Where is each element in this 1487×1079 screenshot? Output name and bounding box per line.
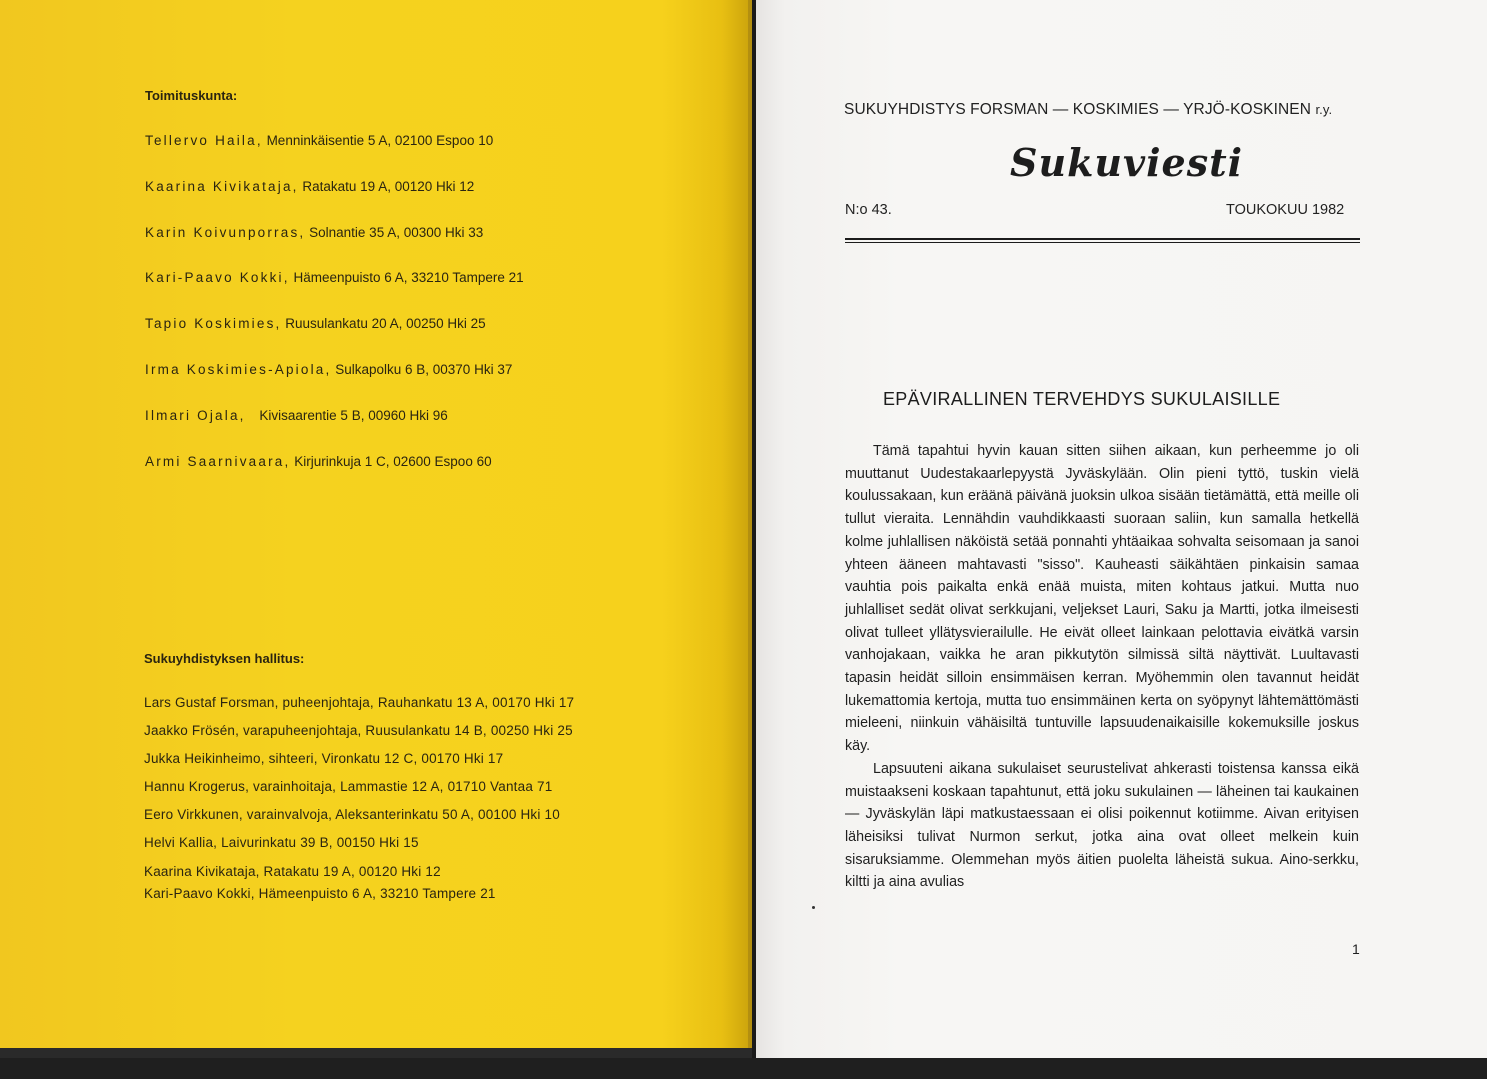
board-member: Lars Gustaf Forsman, puheenjohtaja, Rauhankatu 13 A, 00170 Hki 17 xyxy=(144,695,575,710)
editor-row xyxy=(145,408,448,423)
editors-heading: Toimituskunta: xyxy=(145,88,238,103)
editor-address: Solnantie 35 A, 00300 Hki 33 xyxy=(309,225,484,240)
board-member: Hannu Krogerus, varainhoitaja, Lammastie 12 A, 01710 Vantaa 71 xyxy=(144,779,553,794)
page-crease xyxy=(748,0,752,1048)
editor-row xyxy=(145,225,483,240)
board-member: Jukka Heikinheimo, sihteeri, Vironkatu 12 C, 00170 Hki 17 xyxy=(144,751,504,766)
editor-name: Tapio Koskimies, xyxy=(145,316,282,331)
editor-name: Karin Koivunporras, xyxy=(145,225,306,240)
header-rule-bottom xyxy=(845,242,1360,243)
editor-row xyxy=(145,316,486,331)
article-body xyxy=(845,440,1359,894)
board-heading: Sukuyhdistyksen hallitus: xyxy=(144,651,305,666)
issue-number: N:o 43. xyxy=(845,202,892,218)
editor-address: Menninkäisentie 5 A, 02100 Espoo 10 xyxy=(266,133,494,148)
editor-row xyxy=(145,454,492,469)
article-title: EPÄVIRALLINEN TERVEHDYS SUKULAISILLE xyxy=(883,389,1281,409)
header-rule-top xyxy=(845,238,1360,240)
editor-name: Kari-Paavo Kokki, xyxy=(145,270,290,285)
editor-row xyxy=(145,270,524,285)
editor-name: Armi Saarnivaara, xyxy=(145,454,291,469)
article-paragraph: Tämä tapahtui hyvin kauan sitten siihen aikaan, kun perheemme jo oli muuttanut Uudestakaarlepyystä Jyväskylään. Olin pieni tyttö, tuskin vielä koulussakaan, kun eräänä päivänä juoksin ulkoa sisään tietämättä, että meille oli tullut vieraita. Lennähdin vauhdikkaasti suoraan saliin, kun samalla hetkellä kolme juhlallisen näköistä setää ponnahti yhtäaikaa sohvalta seisomaan ja sanoi yhteen ääneen mahtavasti "sisso". Kauheasti säikähtäen pinkaisin samaa vauhtia pois paikalta enkä enää muista, miten kohtaus jatkui. Mutta nuo juhlalliset sedät olivat serkkujani, veljekset Lauri, Saku ja Martti, jotka ilmeisesti olivat tulleet yllätysvierailulle. He eivät olleet lainkaan pelottavia eivätkä varsin vanhojakaan, vaikka he aran pikkutytön silmissä siltä näyttivät. Luultavasti tapasin heidät silloin ensimmäisen kerran. Myöhemmin olen tavannut heidät lukemattomia kertoja, mutta tuo ensimmäinen kerta on syöpynyt lähtemättömästi mieleeni, niinkuin vähäisiltä tuntuville lapsuudenaikaisille kokemuksille joskus käy. xyxy=(845,443,1359,755)
board-member: Kaarina Kivikataja, Ratakatu 19 A, 00120 Hki 12 xyxy=(144,864,441,879)
association-name xyxy=(844,101,1364,119)
editor-address: Ratakatu 19 A, 00120 Hki 12 xyxy=(302,179,475,194)
board-member: Jaakko Frösén, varapuheenjohtaja, Ruusulankatu 14 B, 00250 Hki 25 xyxy=(144,723,573,738)
association-suffix: r.y. xyxy=(1315,102,1333,117)
board-member: Eero Virkkunen, varainvalvoja, Aleksanterinkatu 50 A, 00100 Hki 10 xyxy=(144,807,560,822)
editor-name: Tellervo Haila, xyxy=(145,133,263,148)
editor-name: Ilmari Ojala, xyxy=(145,408,246,423)
margin-mark xyxy=(812,906,815,909)
editor-row xyxy=(145,179,474,194)
left-page xyxy=(0,0,752,1058)
page-number: 1 xyxy=(1352,941,1360,957)
article-paragraph: Lapsuuteni aikana sukulaiset seurustelivat ahkerasti toistensa kanssa eikä muistaakseni koskaan tapahtunut, että joku sukulainen — läheinen tai kaukainen — Jyväskylän läpi matkustaessaan ei olisi poikennut kotiimme. Aivan erityisen läheisiksi tulivat Nurmon serkut, jotka aina ovat olleet melkein kuin sisaruksiamme. Olemmehan myös äitien puolelta läheistä sukua. Aino-serkku, kiltti ja aina avulias xyxy=(845,760,1359,891)
editor-address: Kirjurinkuja 1 C, 02600 Espoo 60 xyxy=(294,454,492,469)
editor-address: Hämeenpuisto 6 A, 33210 Tampere 21 xyxy=(293,270,524,285)
newsletter-title: Sukuviesti xyxy=(1010,140,1244,185)
editor-row xyxy=(145,133,493,148)
editor-row xyxy=(145,362,512,377)
board-member: Helvi Kallia, Laivurinkatu 39 B, 00150 Hki 15 xyxy=(144,835,419,850)
board-member: Kari-Paavo Kokki, Hämeenpuisto 6 A, 33210 Tampere 21 xyxy=(144,886,496,901)
association-text: SUKUYHDISTYS FORSMAN — KOSKIMIES — YRJÖ-KOSKINEN xyxy=(844,101,1312,118)
scan-bottom-edge xyxy=(0,1058,1487,1079)
editor-address: Kivisaarentie 5 B, 00960 Hki 96 xyxy=(259,408,448,423)
editor-name: Kaarina Kivikataja, xyxy=(145,179,299,194)
editor-name: Irma Koskimies-Apiola, xyxy=(145,362,332,377)
editor-address: Ruusulankatu 20 A, 00250 Hki 25 xyxy=(285,316,486,331)
editor-address: Sulkapolku 6 B, 00370 Hki 37 xyxy=(335,362,513,377)
issue-date: TOUKOKUU 1982 xyxy=(1226,202,1345,218)
